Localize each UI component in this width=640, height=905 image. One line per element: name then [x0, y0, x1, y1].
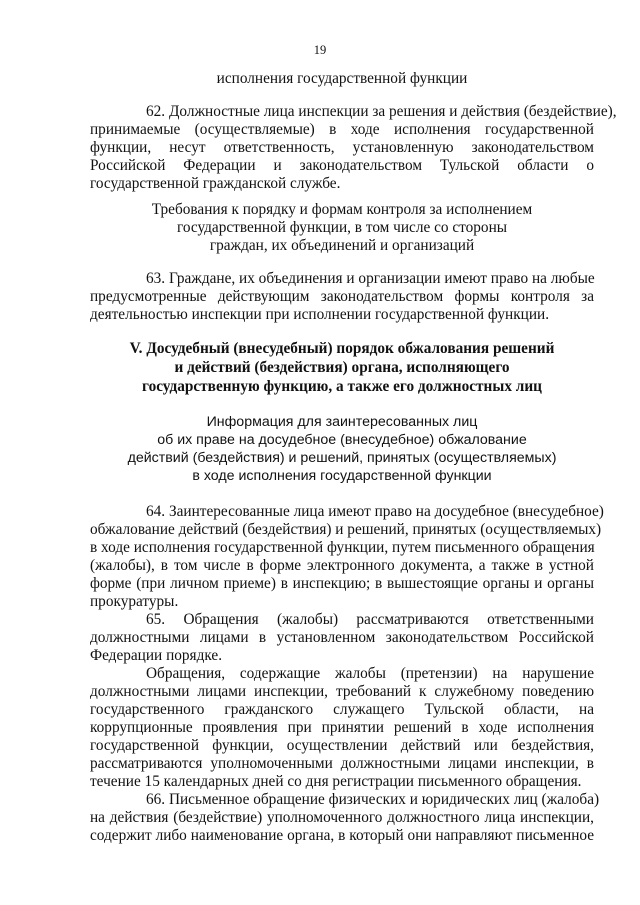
text-line: 63. Граждане, их объединения и организации имеют право на любые: [146, 270, 595, 287]
text-line: течение 15 календарных дней со дня регистрации письменного обращения.: [90, 773, 582, 790]
text-line: принимаемые (осуществляемые) в ходе исполнения государственной: [90, 121, 594, 138]
text-line: исполнения государственной функции: [216, 70, 468, 87]
text-line: 66. Письменное обращение физических и юридических лиц (жалоба): [146, 791, 600, 808]
text-line: государственной функции, в том числе со стороны: [176, 219, 508, 236]
text-line: функции, несут ответственность, установленную законодательством: [90, 139, 594, 156]
text-line: рассматриваются уполномоченными должностными лицами инспекции, в: [90, 755, 594, 772]
text-line: государственную функцию, а также его должностных лиц: [142, 378, 542, 395]
text-line: содержит либо наименование органа, в который они направляют письменное: [90, 827, 594, 844]
text-line: Обращения, содержащие жалобы (претензии) на нарушение: [146, 665, 594, 682]
text-line: в ходе исполнения государственной функции, путем письменного обращения: [90, 539, 595, 556]
text-line: и действий (бездействия) органа, исполняющего: [174, 359, 510, 376]
text-line: Федерации порядке.: [90, 647, 223, 664]
text-line: на действия (бездействие) уполномоченного должностного лица инспекции,: [90, 809, 594, 826]
text-line: обжалование действий (бездействия) и решений, принятых (осуществляемых): [90, 521, 602, 538]
page-number: 19: [313, 43, 327, 57]
text-line: предусмотренные действующим законодательством формы контроля за: [90, 288, 594, 305]
text-line: 65. Обращения (жалобы) рассматриваются ответственными: [146, 611, 594, 628]
text-line: прокуратуры.: [90, 593, 179, 610]
text-line: форме (при личном приеме) в инспекцию; в вышестоящие органы и органы: [90, 575, 594, 592]
text-line: государственной гражданской службе.: [90, 175, 341, 192]
text-line: V. Досудебный (внесудебный) порядок обжалования решений: [129, 340, 555, 357]
text-line: 64. Заинтересованные лица имеют право на досудебное (внесудебное): [146, 503, 604, 520]
text-line: должностными лицами инспекции, требований к служебному поведению: [90, 683, 594, 700]
text-line: об их праве на досудебное (внесудебное) обжалование: [157, 432, 527, 448]
text-line: действий (бездействия) и решений, принятых (осуществляемых): [127, 450, 557, 466]
text-line: государственной функции, осуществлении действий или бездействия,: [90, 737, 594, 754]
text-line: в ходе исполнения государственной функции: [192, 468, 492, 484]
text-line: 62. Должностные лица инспекции за решения и действия (бездействие),: [146, 103, 617, 120]
text-line: Информация для заинтересованных лиц: [206, 414, 478, 430]
text-line: деятельностью инспекции при исполнении государственной функции.: [90, 306, 550, 323]
text-line: граждан, их объединений и организаций: [209, 237, 475, 254]
text-line: государственного гражданского служащего Тульской области, на: [90, 701, 594, 718]
text-line: (жалобы), в том числе в форме электронного документа, а также в устной: [90, 557, 594, 574]
text-line: Требования к порядку и формам контроля за исполнением: [151, 201, 533, 218]
text-line: коррупционные проявления при принятии решений в ходе исполнения: [90, 719, 594, 736]
text-line: должностными лицами в установленном законодательством Российской: [90, 629, 594, 646]
text-line: Российской Федерации и законодательством Тульской области о: [90, 157, 594, 174]
